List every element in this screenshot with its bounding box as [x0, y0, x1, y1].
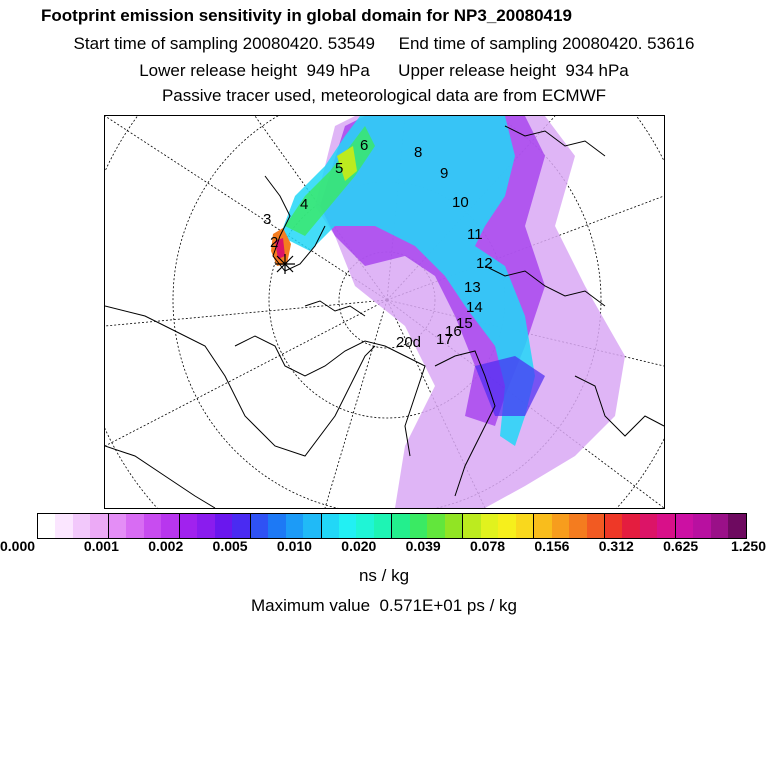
- colorbar-swatch: [161, 514, 179, 538]
- coastline-islands: [305, 301, 365, 316]
- meridian: [325, 300, 387, 508]
- plot-title: Footprint emission sensitivity in global domain for NP3_20080419: [41, 6, 572, 25]
- colorbar-swatch: [215, 514, 232, 538]
- colorbar-swatch: [587, 514, 605, 538]
- colorbar-swatch: [728, 514, 745, 538]
- traj-label-13: 13: [464, 279, 481, 296]
- colorbar-swatch: [463, 514, 480, 538]
- colorbar-tick-label: 0.312: [598, 538, 634, 554]
- colorbar-swatch: [90, 514, 108, 538]
- release-height-line: Lower release height 949 hPa Upper release height 934 hPa: [139, 61, 629, 80]
- colorbar-swatch: [392, 514, 409, 538]
- colorbar-swatch: [197, 514, 214, 538]
- colorbar-swatch: [605, 514, 622, 538]
- traj-label-10: 10: [452, 194, 469, 211]
- colorbar-swatch: [498, 514, 515, 538]
- colorbar-swatch: [427, 514, 444, 538]
- colorbar-units: ns / kg: [358, 566, 410, 585]
- traj-label-15: 15: [456, 315, 473, 332]
- colorbar-swatch: [286, 514, 303, 538]
- colorbar-tick-label: 0.020: [341, 538, 377, 554]
- colorbar-swatch: [126, 514, 143, 538]
- traj-label-16: 16: [445, 323, 462, 340]
- traj-label-14: 14: [466, 299, 483, 316]
- map-svg: [105, 116, 664, 508]
- traj-label-4: 4: [300, 196, 309, 213]
- tracer-info-line: Passive tracer used, meteorological data are from ECMWF: [161, 86, 607, 105]
- colorbar-tick-label: 0.000: [0, 538, 36, 554]
- colorbar-swatch: [268, 514, 285, 538]
- colorbar-swatch: [232, 514, 250, 538]
- traj-label-11: 11: [467, 226, 483, 243]
- colorbar-swatch: [374, 514, 392, 538]
- meridian: [105, 300, 387, 326]
- colorbar-swatch: [251, 514, 268, 538]
- colorbar-swatch: [73, 514, 90, 538]
- colorbar-swatch: [410, 514, 427, 538]
- traj-label-12: 12: [476, 255, 493, 272]
- colorbar-swatch: [339, 514, 356, 538]
- colorbar-swatch: [481, 514, 498, 538]
- colorbar-swatch: [445, 514, 463, 538]
- coastline-southwest: [105, 446, 215, 508]
- colorbar-swatch: [622, 514, 639, 538]
- colorbar-swatch: [711, 514, 728, 538]
- footprint-map: [104, 115, 665, 509]
- colorbar-swatch: [38, 514, 55, 538]
- traj-label-20d: 20d: [396, 334, 422, 351]
- maximum-value-text: Maximum value 0.571E+01 ps / kg: [251, 596, 517, 615]
- sampling-time-line: Start time of sampling 20080420. 53549 End time of sampling 20080420. 53616: [73, 34, 695, 53]
- colorbar-tick-label: 0.625: [663, 538, 699, 554]
- colorbar-swatch: [676, 514, 693, 538]
- colorbar-tick-label: 0.039: [405, 538, 441, 554]
- traj-label-17: 17: [436, 331, 453, 348]
- colorbar-swatch: [534, 514, 551, 538]
- colorbar-tick-label: 0.156: [534, 538, 570, 554]
- colorbar-swatch: [303, 514, 321, 538]
- traj-label-3: 3: [263, 211, 272, 228]
- traj-label-2: 2: [270, 234, 279, 251]
- traj-label-5: 5: [335, 160, 344, 177]
- traj-label-8: 8: [414, 144, 423, 161]
- colorbar-swatch: [144, 514, 161, 538]
- colorbar-swatch: [322, 514, 339, 538]
- colorbar-swatch: [552, 514, 569, 538]
- colorbar-swatch: [356, 514, 373, 538]
- colorbar-swatch: [180, 514, 197, 538]
- colorbar-tick-label: 1.250: [730, 538, 766, 554]
- traj-label-6: 6: [360, 137, 369, 154]
- colorbar-swatch: [516, 514, 534, 538]
- colorbar: [37, 513, 747, 539]
- colorbar-tick-label: 0.001: [83, 538, 119, 554]
- colorbar-swatch: [569, 514, 586, 538]
- colorbar-swatch: [693, 514, 710, 538]
- coastline-central: [235, 336, 425, 456]
- colorbar-swatch: [55, 514, 72, 538]
- colorbar-swatch: [109, 514, 126, 538]
- colorbar-swatch: [640, 514, 657, 538]
- traj-label-9: 9: [440, 165, 449, 182]
- coastline-west: [105, 306, 375, 456]
- colorbar-tick-label: 0.002: [148, 538, 184, 554]
- colorbar-swatch: [657, 514, 675, 538]
- release-site-marker: [275, 254, 295, 274]
- colorbar-tick-label: 0.005: [212, 538, 248, 554]
- colorbar-tick-label: 0.078: [470, 538, 506, 554]
- colorbar-tick-label: 0.010: [276, 538, 312, 554]
